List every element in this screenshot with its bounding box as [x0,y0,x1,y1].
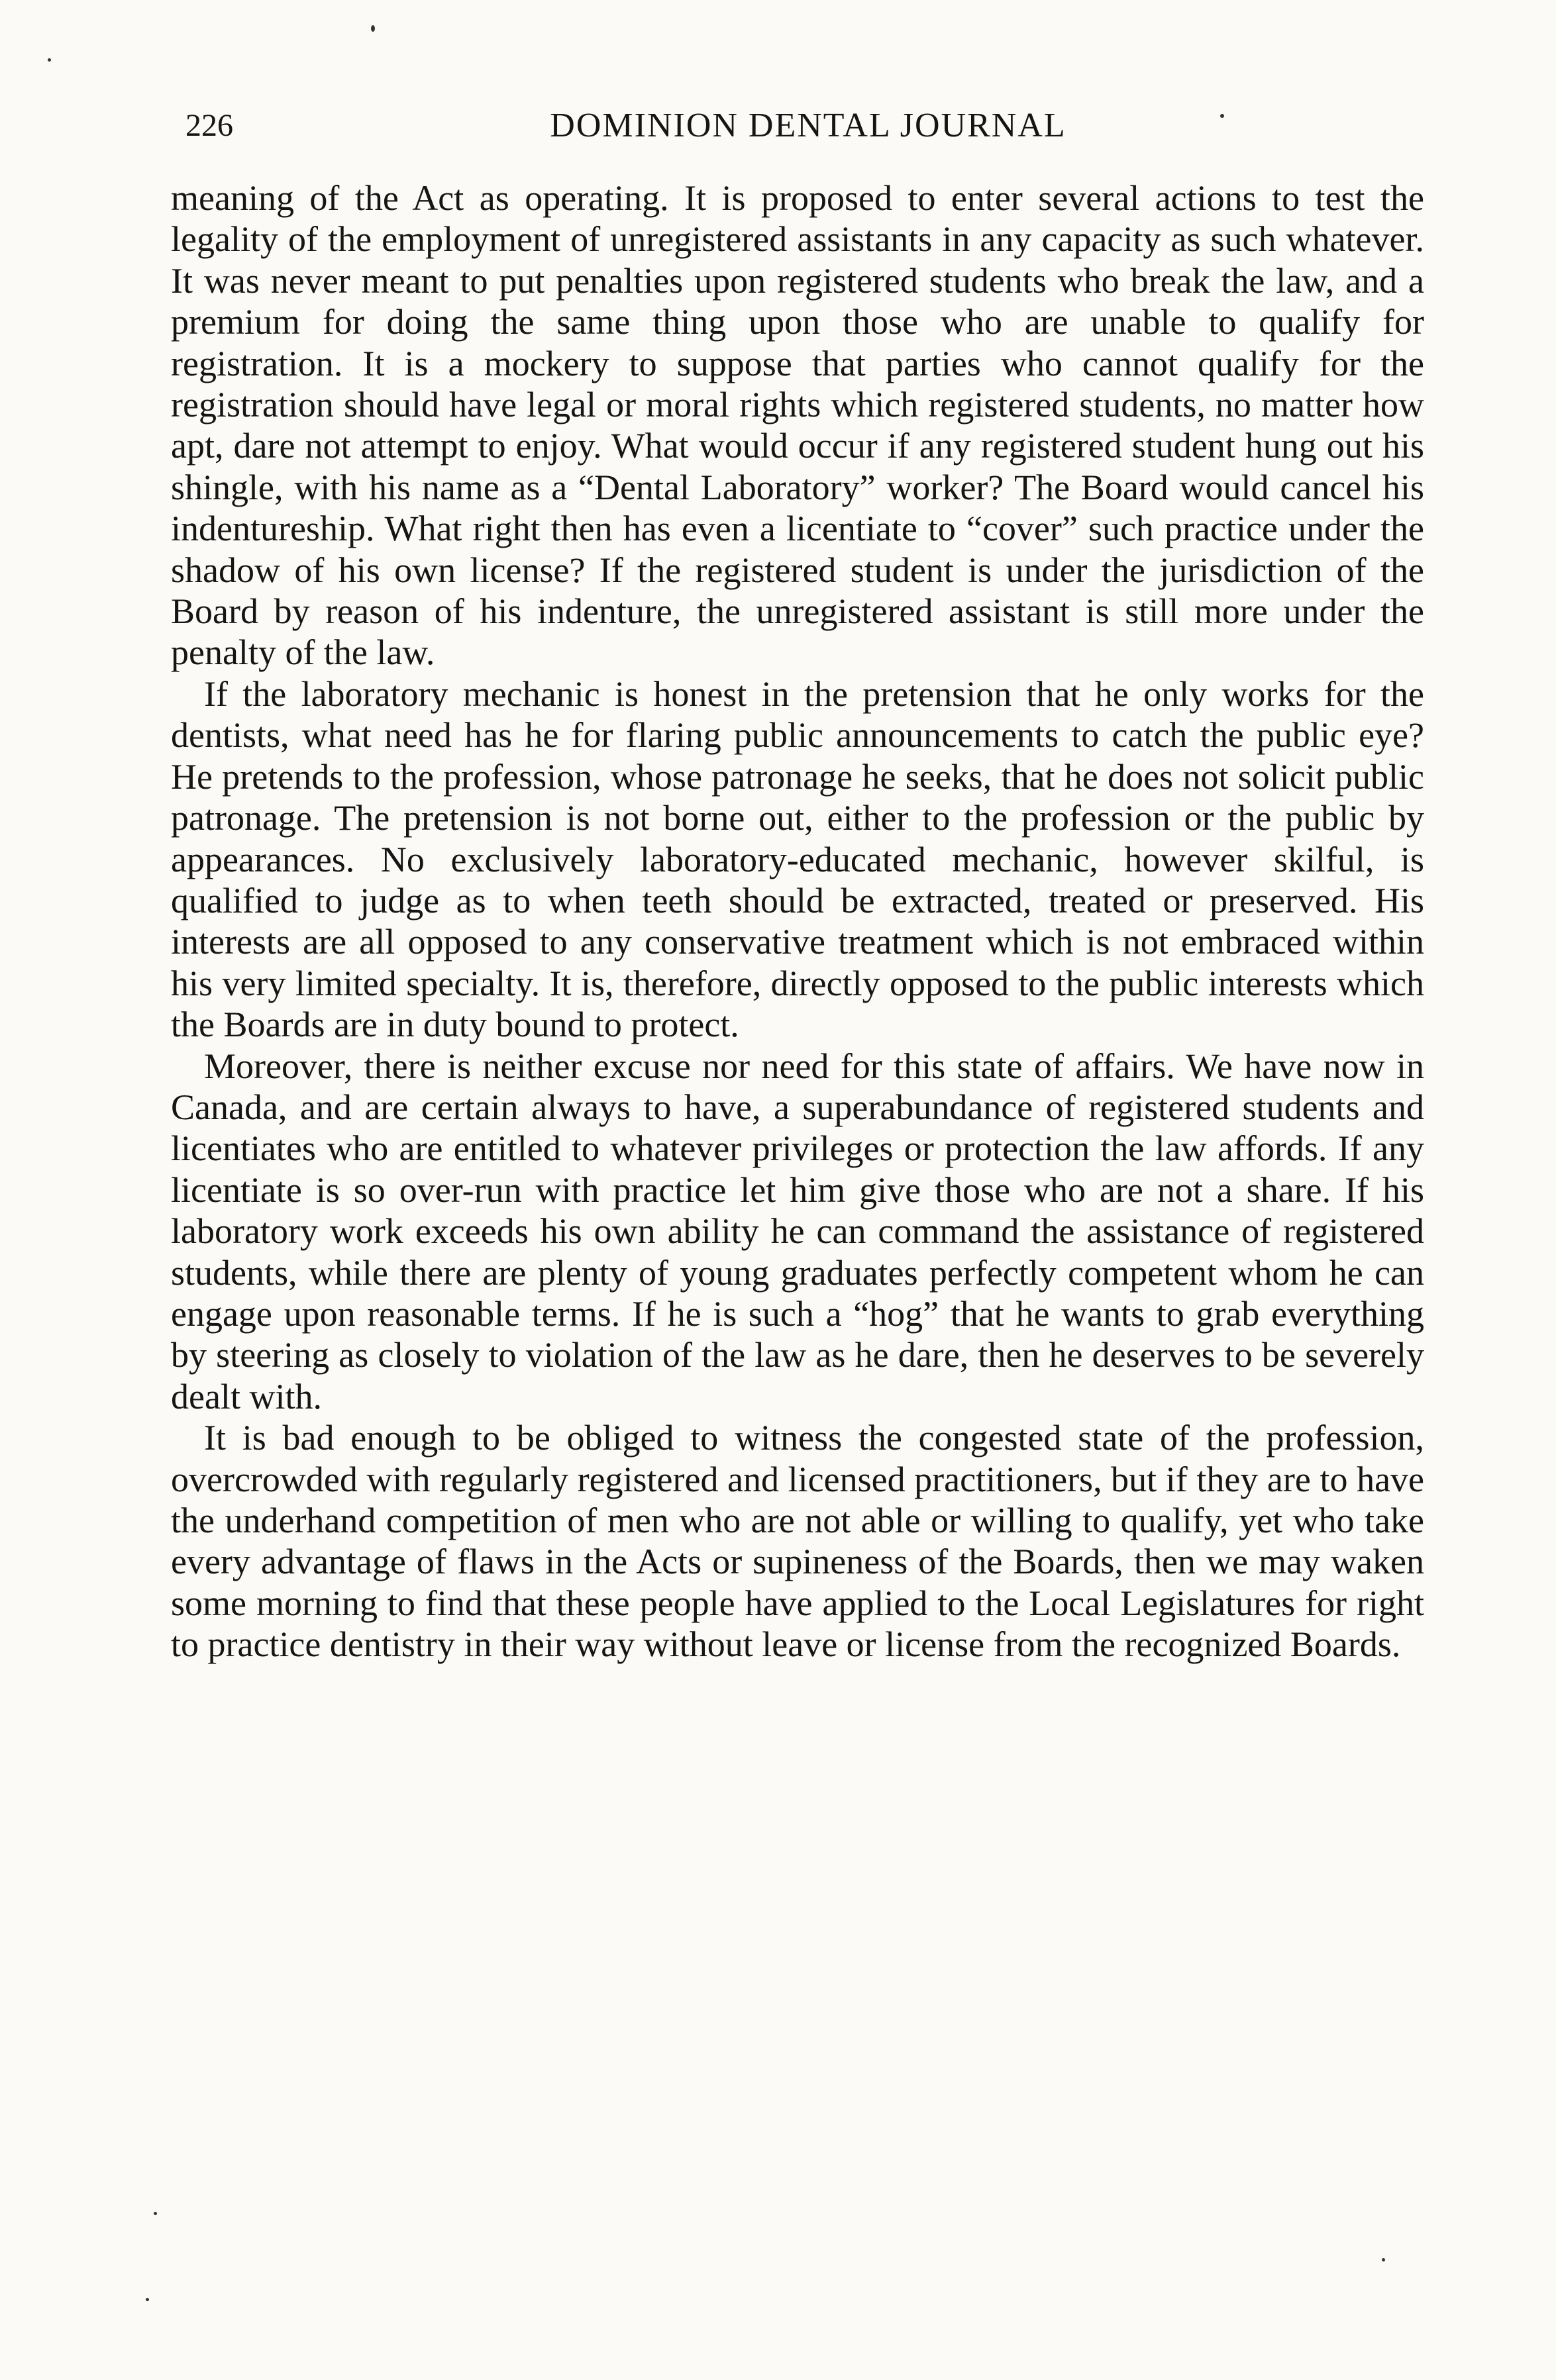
article-body [171,177,1424,1665]
scan-speck [48,58,51,62]
scan-speck [1382,2258,1385,2261]
scan-speck [1220,114,1224,118]
paragraph-4: It is bad enough to be obliged to witness the congested state of the profession, overcrowded with regularly registered and licensed practitioners, but if they are to have the underhand competition of men who are not able or willing to qualify, yet who take every advantage of flaws in the Acts or supineness of the Boards, then we may waken some morning to find that these people have applied to the Local Legislatures for right to practice dentistry in their way without leave or license from the recognized Boards. [171,1418,1424,1665]
scan-speck [371,25,375,32]
paragraph-3: Moreover, there is neither excuse nor need for this state of affairs. We have now in Canada, and are certain always to have, a superabundance of registered students and licentiates who are entitled to whatever privileges or protection the law affords. If any licentiate is so over-run with practice let him give those who are not a share. If his laboratory work exceeds his own ability he can command the assistance of registered students, while there are plenty of young graduates perfectly competent whom he can engage upon reasonable terms. If he is such a “hog” that he wants to grab everything by steering as closely to violation of the law as he dare, then he deserves to be severely dealt with. [171,1046,1424,1416]
paragraph-1: meaning of the Act as operating. It is proposed to enter several actions to test the legality of the employment of unregistered assistants in any capacity as such whatever. It was never meant to put penalties upon registered students who break the law, and a premium for doing the same thing upon those who are unable to qualify for registration. It is a mockery to suppose that parties who cannot qualify for the registration should have legal or moral rights which registered students, no matter how apt, dare not attempt to enjoy. What would occur if any registered student hung out his shingle, with his name as a “Dental Laboratory” worker? The Board would cancel his indentureship. What right then has even a licentiate to “cover” such practice under the shadow of his own license? If the registered student is under the jurisdiction of the Board by reason of his indenture, the unregistered assistant is still more under the penalty of the law. [171,178,1424,673]
scan-speck [146,2298,149,2301]
page-header [185,99,1431,152]
paragraph-2: If the laboratory mechanic is honest in the pretension that he only works for the dentists, what need has he for flaring public announcements to catch the public eye? He pretends to the profession, whose patronage he seeks, that he does not solicit public patronage. The pretension is not borne out, either to the profession or the public by appearances. No exclusively laboratory-educated mechanic, however skilful, is qualified to judge as to when teeth should be extracted, treated or preserved. His interests are all opposed to any conservative treatment which is not embraced within his very limited specialty. It is, therefore, directly opposed to the public interests which the Boards are in duty bound to protect. [171,673,1424,1045]
running-title: DOMINION DENTAL JOURNAL [550,107,1066,144]
page-number: 226 [185,108,233,143]
scan-speck [154,2212,157,2215]
